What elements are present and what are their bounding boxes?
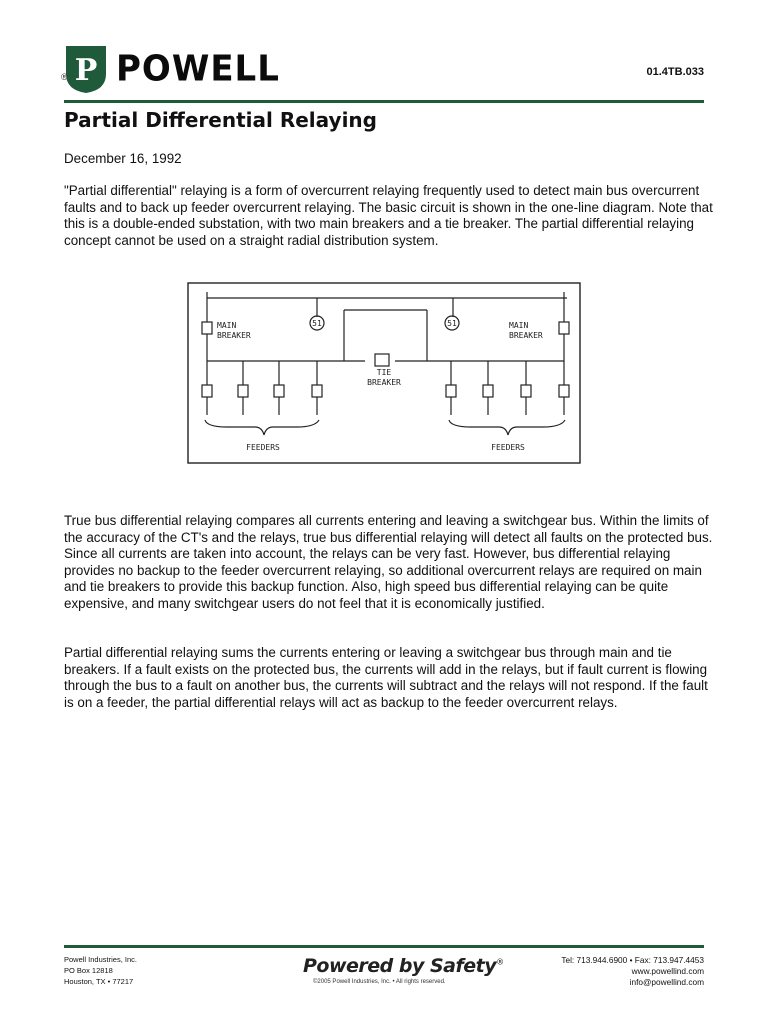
relay-label-left: 51 — [312, 319, 322, 328]
page-header — [0, 0, 768, 104]
left-feeders — [202, 361, 322, 435]
paragraph-true-bus: True bus differential relaying compares all currents entering and leaving a switchgear bus. Within the limits of the accuracy of the CT's and the relays, true bus differential relaying will detect all faults on the protected bus. Since all currents are taken into account, the relays can be very fast. However, bus differential relaying provides no backup to the feeder overcurrent relaying, so additional overcurrent relays are required on main and tie breakers to provide this backup function. Also, high speed bus differential relaying can be quite expensive, and many switchgear users do not feel that it is economically justified. — [64, 513, 713, 611]
main-breaker-left-line1: MAIN — [217, 321, 237, 330]
main-breaker-left-line2: BREAKER — [217, 331, 251, 340]
main-breaker-right-line2: BREAKER — [509, 331, 543, 340]
svg-text:P: P — [74, 53, 98, 88]
contact-info — [561, 955, 704, 988]
registered-mark: ® — [61, 72, 68, 82]
right-feeders — [446, 361, 569, 435]
tagline — [303, 955, 504, 977]
address-line: Powell Industries, Inc. — [64, 955, 137, 964]
contact-website[interactable]: www.powellind.com — [631, 966, 704, 976]
page-title: Partial Differential Relaying — [64, 108, 377, 132]
powell-logo-icon — [64, 44, 108, 94]
contact-phone: Tel: 713.944.6900 • Fax: 713.947.4453 — [561, 955, 704, 965]
tagline-text: Powered by Safety — [303, 955, 497, 977]
tagline-mark: ® — [496, 957, 504, 967]
feeders-label-left: FEEDERS — [246, 443, 280, 452]
document-date: December 16, 1992 — [64, 151, 182, 166]
address-line: Houston, TX • 77217 — [64, 977, 134, 986]
main-breaker-right-line1: MAIN — [509, 321, 529, 330]
company-address — [64, 954, 137, 987]
one-line-diagram — [187, 280, 582, 465]
tie-breaker-line1: TIE — [376, 368, 392, 377]
paragraph-intro: "Partial differential" relaying is a form of overcurrent relaying frequently used to detect main bus overcurrent faults and to back up feeder overcurrent relaying. The basic circuit is shown in the one-line diagram. Note that this is a double-ended substation, with two main breakers and a tie breaker. The partial differential relaying concept cannot be used on a straight radial distribution system. — [64, 183, 713, 248]
contact-email[interactable]: info@powellind.com — [629, 977, 704, 987]
address-line: PO Box 12818 — [64, 966, 113, 975]
brand-name: POWELL — [116, 48, 280, 90]
tie-breaker-line2: BREAKER — [367, 378, 401, 387]
copyright: ©2005 Powell Industries, Inc. • All rights reserved. — [313, 979, 446, 985]
footer-rule — [64, 945, 704, 948]
relay-label-right: 51 — [447, 319, 457, 328]
feeders-label-right: FEEDERS — [491, 443, 525, 452]
paragraph-partial: Partial differential relaying sums the currents entering or leaving a switchgear bus through main and tie breakers. If a fault exists on the protected bus, the currents will add in the relays, but if fault current is flowing through the bus to a fault on another bus, the currents will subtract and the relays will not respond. If the fault is on a feeder, the partial differential relays will act as backup to the feeder overcurrent relays. — [64, 645, 708, 710]
document-number: 01.4TB.033 — [646, 66, 704, 78]
header-rule — [64, 100, 704, 103]
